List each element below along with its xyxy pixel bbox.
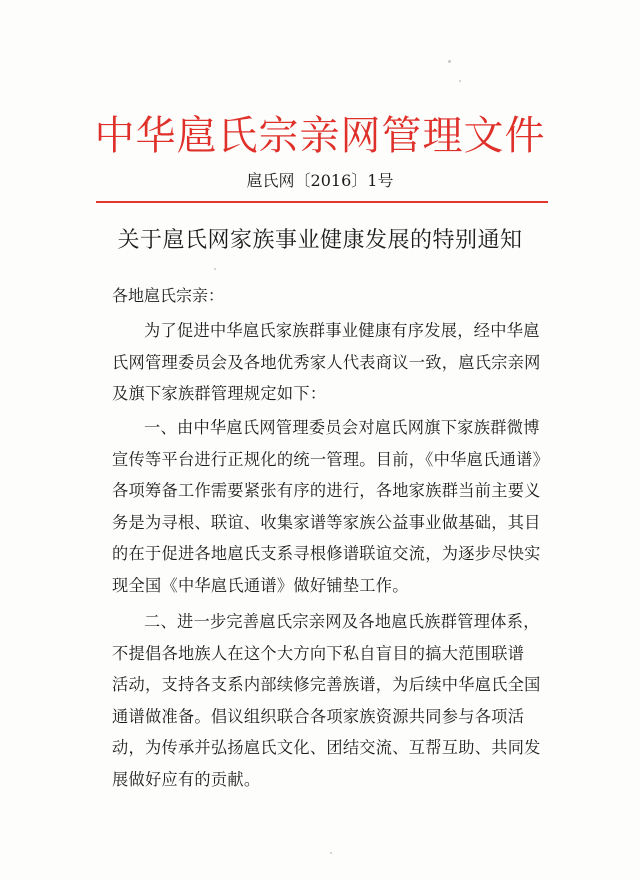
scan-speck: [214, 268, 216, 270]
paragraph-line: 不提倡各地族人在这个大方向下私自盲目的搞大范围联谱: [112, 643, 525, 663]
salutation: 各地扈氏宗亲：: [112, 286, 225, 305]
paragraph-line: 现全国《中华扈氏通谱》做好铺垫工作。: [112, 575, 409, 595]
paragraph-line: 二、进一步完善扈氏宗亲网及各地扈氏族群管理体系，: [144, 612, 540, 631]
paragraph-line: 及旗下家族群管理规定如下：: [112, 384, 327, 403]
paragraph-3: [112, 606, 542, 795]
scan-speck: [330, 852, 332, 854]
paragraph-line: 氏网管理委员会及各地优秀家人代表商议一致，扈氏宗亲网: [112, 352, 541, 372]
paragraph-line: 展做好应有的贡献。: [112, 769, 261, 789]
document-number: 扈氏网〔2016〕1号: [246, 171, 394, 190]
paragraph-line: 通谱做准备。倡议组织联合各项家族资源共同参与各项活: [112, 706, 525, 726]
paragraph-1: [112, 315, 542, 410]
paragraph-line: 一、由中华扈氏网管理委员会对扈氏网旗下家族群微博: [144, 418, 540, 437]
paragraph-line: 活动，支持各支系内部续修完善族谱，为后续中华扈氏全国: [112, 675, 541, 694]
paragraph-line: 为了促进中华扈氏家族群事业健康有序发展，经中华扈: [144, 321, 540, 340]
red-divider-rule: [96, 201, 548, 203]
scan-speck: [448, 60, 451, 63]
notice-title: 关于扈氏网家族事业健康发展的特别通知: [117, 228, 523, 253]
paragraph-line: 的在于促进各地扈氏支系寻根修谱联谊交流，为逐步尽快实: [112, 544, 541, 563]
paragraph-line: 务是为寻根、联谊、收集家谱等家族公益事业做基础，其目: [112, 512, 541, 532]
paragraph-line: 宣传等平台进行正规化的统一管理。目前，《中华扈氏通谱》: [112, 449, 550, 469]
paragraph-line: 动，为传承并弘扬扈氏文化、团结交流、互帮互助、共同发: [112, 738, 541, 757]
paragraph-line: 各项筹备工作需要紧张有序的进行，各地家族群当前主要义: [112, 481, 541, 500]
document-header-title: 中华扈氏宗亲网管理文件: [94, 113, 546, 159]
scan-speck: [459, 80, 461, 82]
paragraph-2: [112, 412, 550, 601]
